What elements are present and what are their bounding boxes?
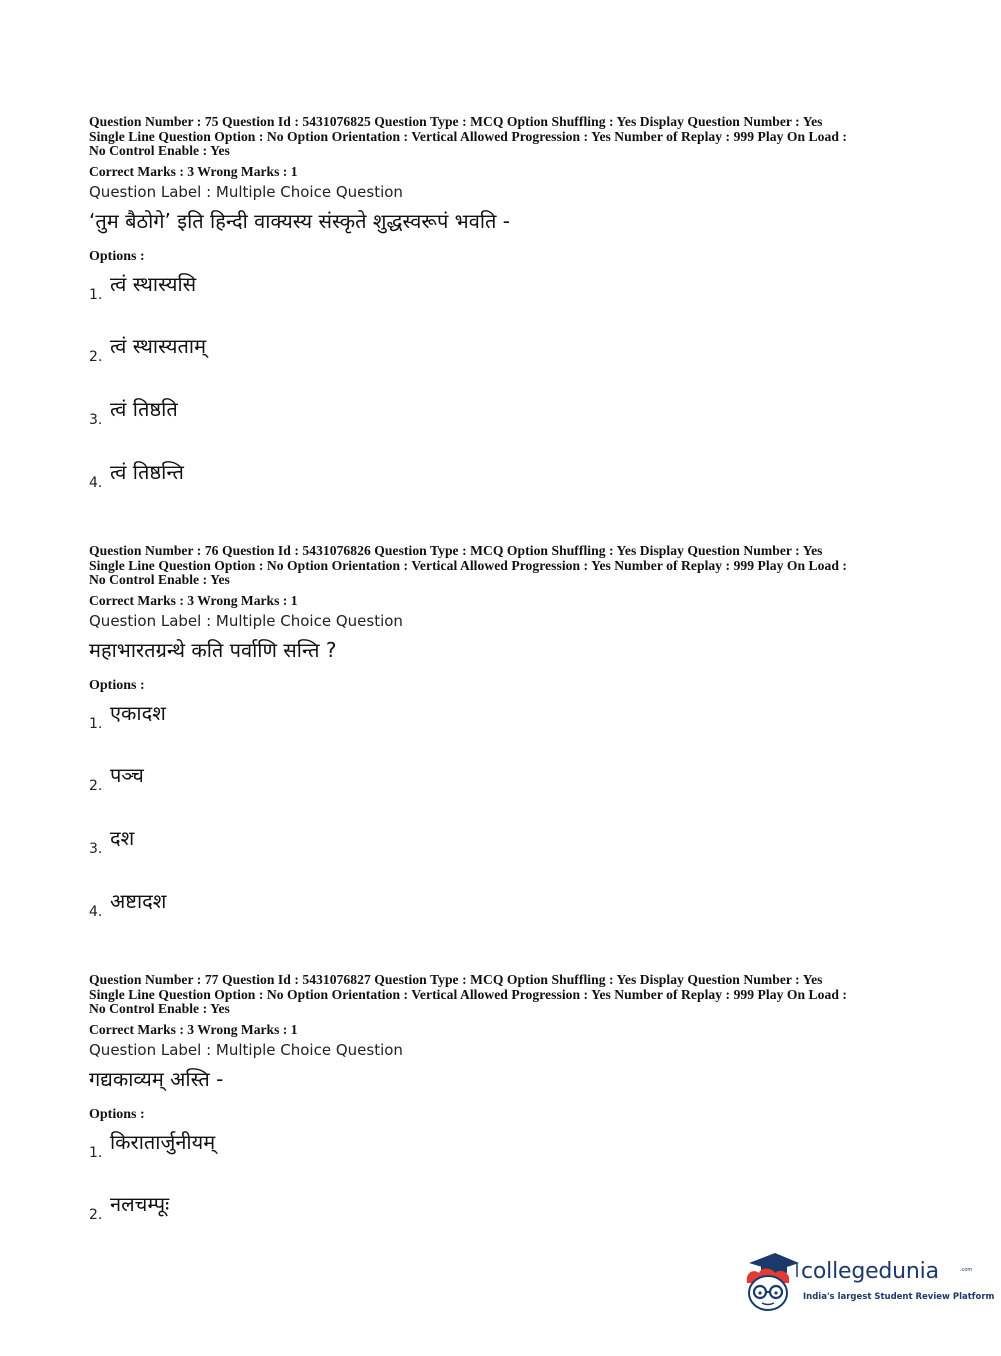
option-text: एकादश <box>110 701 166 725</box>
options-heading: Options : <box>89 1106 145 1122</box>
question-meta: No Control Enable : Yes <box>89 572 230 588</box>
question-meta: Single Line Question Option : No Option Orientation : Vertical Allowed Progression : Yes Number of Replay : 999 Play On Load : <box>89 128 848 144</box>
option-text: त्वं तिष्ठन्ति <box>110 460 184 484</box>
question-marks: Correct Marks : 3 Wrong Marks : 1 <box>89 163 298 179</box>
question-meta: Single Line Question Option : No Option Orientation : Vertical Allowed Progression : Yes Number of Replay : 999 Play On Load : <box>89 986 848 1002</box>
option-text: पञ्च <box>110 763 144 787</box>
option-number: 1. <box>89 1145 103 1161</box>
question-text: ‘तुम बैठोगे’ इति हिन्दी वाक्यस्य संस्कृते शुद्धस्वरूपं भवति - <box>89 208 510 233</box>
option-number: 2. <box>89 778 103 794</box>
question-meta: No Control Enable : Yes <box>89 143 230 159</box>
option-text: त्वं तिष्ठति <box>110 397 178 421</box>
question-label: Question Label : Multiple Choice Question <box>89 182 403 201</box>
question-meta: No Control Enable : Yes <box>89 1001 230 1017</box>
option-number: 4. <box>89 904 103 920</box>
question-marks: Correct Marks : 3 Wrong Marks : 1 <box>89 592 298 608</box>
option-text: किरातार्जुनीयम् <box>110 1130 216 1154</box>
logo-tagline: India's largest Student Review Platform <box>803 1292 995 1302</box>
question-label: Question Label : Multiple Choice Question <box>89 611 403 630</box>
option-number: 1. <box>89 716 103 732</box>
question-meta: Question Number : 77 Question Id : 5431076827 Question Type : MCQ Option Shuffling : Yes Display Question Number : Yes <box>89 972 823 987</box>
option-number: 3. <box>89 841 103 857</box>
option-text: नलचम्पूः <box>110 1192 170 1216</box>
option-text: अष्टादश <box>110 889 167 913</box>
logo-domain-suffix: .com <box>960 1267 973 1273</box>
options-heading: Options : <box>89 677 145 693</box>
question-block <box>89 973 919 1123</box>
question-block <box>89 115 919 265</box>
question-text: गद्यकाव्यम् अस्ति - <box>89 1066 224 1091</box>
option-number: 3. <box>89 412 103 428</box>
option-number: 4. <box>89 475 103 491</box>
options-heading: Options : <box>89 248 145 264</box>
option-number: 1. <box>89 287 103 303</box>
question-meta: Single Line Question Option : No Option Orientation : Vertical Allowed Progression : Yes Number of Replay : 999 Play On Load : <box>89 557 848 573</box>
option-text: त्वं स्थास्यसि <box>110 272 197 296</box>
question-marks: Correct Marks : 3 Wrong Marks : 1 <box>89 1021 298 1037</box>
option-number: 2. <box>89 349 103 365</box>
logo-wordmark: collegedunia <box>801 1259 939 1284</box>
question-text: महाभारतग्रन्थे कति पर्वाणि सन्ति ? <box>89 637 337 662</box>
option-number: 2. <box>89 1207 103 1223</box>
question-block <box>89 544 919 694</box>
question-label: Question Label : Multiple Choice Question <box>89 1040 403 1059</box>
option-text: त्वं स्थास्यताम् <box>110 334 207 358</box>
collegedunia-logo[interactable] <box>741 1249 995 1313</box>
question-meta: Question Number : 75 Question Id : 5431076825 Question Type : MCQ Option Shuffling : Yes Display Question Number : Yes <box>89 114 823 129</box>
mascot-icon <box>741 1249 801 1313</box>
option-text: दश <box>110 826 135 850</box>
question-meta: Question Number : 76 Question Id : 5431076826 Question Type : MCQ Option Shuffling : Yes Display Question Number : Yes <box>89 543 823 558</box>
